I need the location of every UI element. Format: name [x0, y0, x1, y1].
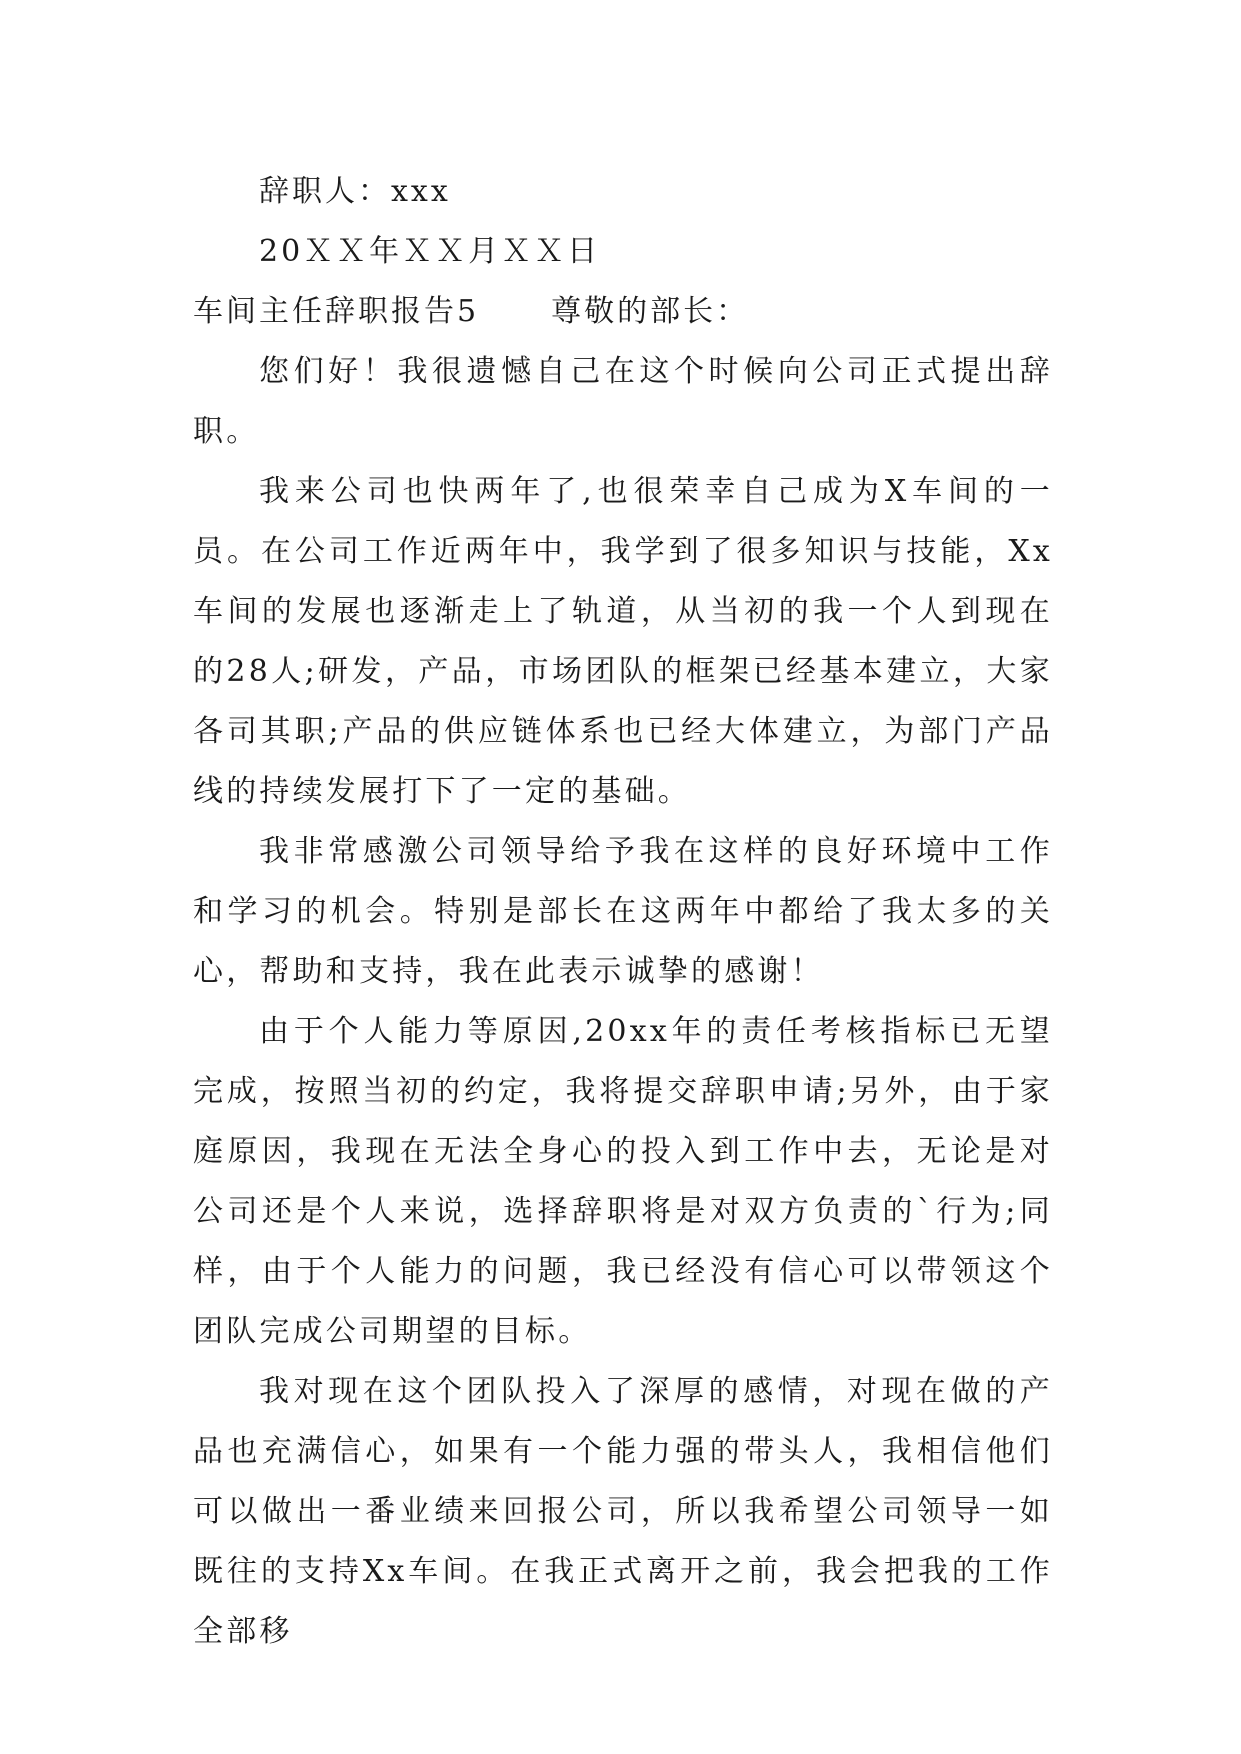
resigner-line: 辞职人：xxx — [259, 174, 451, 209]
paragraph-background: 我来公司也快两年了,也很荣幸自己成为X车间的一员。在公司工作近两年中，我学到了很多知识与技能，Xx车间的发展也逐渐走上了轨道，从当初的我一个人到现在的28人;研发，产品，市场团队的框架已经基本建立，大家各司其职;产品的供应链体系也已经大体建立，为部门产品线的持续发展打下了一定的基础。 — [193, 474, 1053, 809]
document-body — [193, 162, 1053, 1662]
letter-title: 车间主任辞职报告5 — [193, 294, 480, 329]
letter-heading-row — [193, 282, 1053, 342]
paragraph-handover: 我对现在这个团队投入了深厚的感情，对现在做的产品也充满信心，如果有一个能力强的带头人，我相信他们可以做出一番业绩来回报公司，所以我希望公司领导一如既往的支持Xx车间。在我正式离开之前，我会把我的工作全部移 — [193, 1374, 1053, 1649]
paragraph-reasons: 由于个人能力等原因,20xx年的责任考核指标已无望完成，按照当初的约定，我将提交辞职申请;另外，由于家庭原因，我现在无法全身心的投入到工作中去，无论是对公司还是个人来说，选择辞职将是对双方负责的`行为;同样，由于个人能力的问题，我已经没有信心可以带领这个团队完成公司期望的目标。 — [193, 1014, 1053, 1349]
paragraph-gratitude: 我非常感激公司领导给予我在这样的良好环境中工作和学习的机会。特别是部长在这两年中都给了我太多的关心，帮助和支持，我在此表示诚挚的感谢！ — [193, 834, 1053, 989]
signature-date: 20ＸＸ年ＸＸ月ＸＸ日 — [259, 234, 601, 269]
paragraph-greeting: 您们好！我很遗憾自己在这个时候向公司正式提出辞职。 — [193, 354, 1053, 449]
letter-salutation: 尊敬的部长： — [551, 294, 750, 329]
